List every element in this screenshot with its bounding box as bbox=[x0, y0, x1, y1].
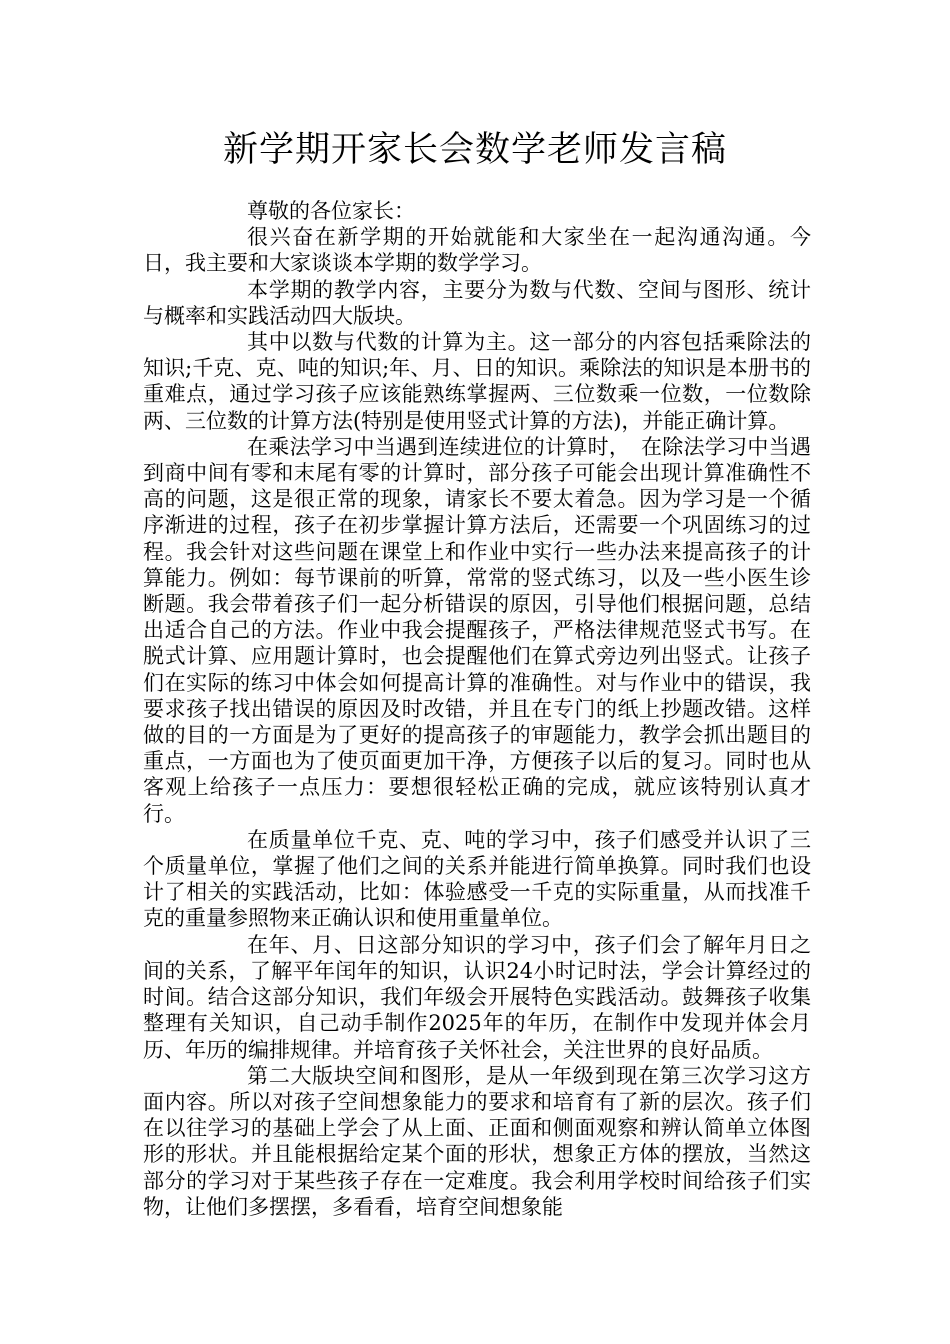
paragraph-content-overview: 本学期的教学内容，主要分为数与代数、空间与图形、统计与概率和实践活动四大版块。 bbox=[143, 277, 811, 328]
document-body bbox=[143, 198, 811, 1220]
document-title: 新学期开家长会数学老师发言稿 bbox=[222, 130, 727, 170]
paragraph-mass-units: 在质量单位千克、克、吨的学习中，孩子们感受并认识了三个质量单位，掌握了他们之间的关系并能进行简单换算。同时我们也设计了相关的实践活动，比如：体验感受一千克的实际重量，从而找准千克的重量参照物来正确认识和使用重量单位。 bbox=[143, 827, 811, 931]
paragraph-greeting: 尊敬的各位家长： bbox=[247, 199, 415, 223]
paragraph-year-month-day: 在年、月、日这部分知识的学习中，孩子们会了解年月日之间的关系，了解平年闰年的知识，认识24小时记时法，学会计算经过的时间。结合这部分知识，我们年级会开展特色实践活动。鼓舞孩子收集整理有关知识，自己动手制作2025年的年历，在制作中发现并体会月历、年历的编排规律。并培育孩子关怀社会，关注世界的良好品质。 bbox=[143, 932, 811, 1062]
paragraph-calculation-accuracy: 在乘法学习中当遇到连续进位的计算时， 在除法学习中当遇到商中间有零和末尾有零的计算时，部分孩子可能会出现计算准确性不高的问题，这是很正常的现象，请家长不要太着急。因为学习是一个循序渐进的过程，孩子在初步掌握计算方法后，还需要一个巩固练习的过程。我会针对这些问题在课堂上和作业中实行一些办法来提高孩子的计算能力。例如：每节课前的听算，常常的竖式练习，以及一些小医生诊断题。我会带着孩子们一起分析错误的原因，引导他们根据问题，总结出适合自己的方法。作业中我会提醒孩子，严格法律规范竖式书写。在脱式计算、应用题计算时，也会提醒他们在算式旁边列出竖式。让孩子们在实际的练习中体会如何提高计算的准确性。对与作业中的错误，我要求孩子找出错误的原因及时改错，并且在专门的纸上抄题改错。这样做的目的一方面是为了更好的提高孩子的审题能力，教学会抓出题目的重点，一方面也为了使页面更加干净，方便孩子以后的复习。同时也从客观上给孩子一点压力：要想很轻松正确的完成，就应该特别认真才行。 bbox=[143, 434, 811, 826]
paragraph-number-algebra: 其中以数与代数的计算为主。这一部分的内容包括乘除法的知识;千克、克、吨的知识;年、月、日的知识。乘除法的知识是本册书的重难点，通过学习孩子应该能熟练掌握两、三位数乘一位数，一位数除两、三位数的计算方法(特别是使用竖式计算的方法)，并能正确计算。 bbox=[143, 330, 811, 433]
paragraph-space-figures: 第二大版块空间和图形，是从一年级到现在第三次学习这方面内容。所以对孩子空间想象能力的要求和培育有了新的层次。孩子们在以往学习的基础上学会了从上面、正面和侧面观察和辨认简单立体图形的形状。并且能根据给定某个面的形状，想象正方体的摆放，当然这部分的学习对于某些孩子存在一定难度。我会利用学校时间给孩子们实物，让他们多摆摆，多看看，培育空间想象能 bbox=[143, 1063, 811, 1219]
paragraph-intro: 很兴奋在新学期的开始就能和大家坐在一起沟通沟通。今日，我主要和大家谈谈本学期的数学学习。 bbox=[143, 225, 811, 276]
